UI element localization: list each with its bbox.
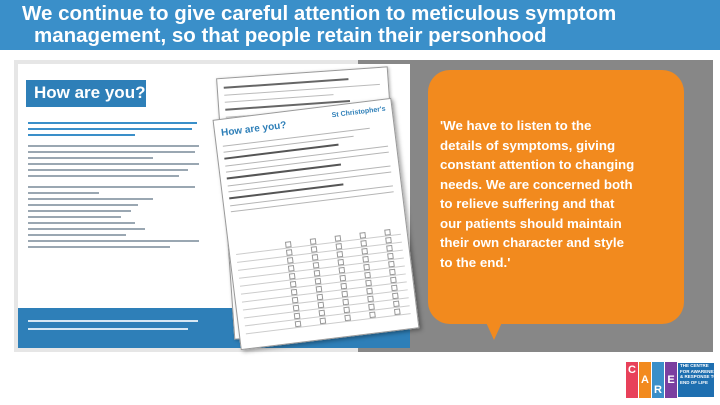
care-logo-block-c: C xyxy=(626,362,638,398)
care-logo-block-a: A xyxy=(639,362,651,398)
leaflet-banner xyxy=(26,80,146,107)
leaflet-banner-text: How are you? xyxy=(34,83,146,102)
quote-line: details of symptoms, giving xyxy=(440,137,616,153)
quote-line: to relieve suffering and that xyxy=(440,196,615,211)
quote-line: our patients should maintain xyxy=(440,215,622,231)
questionnaire-title: How are you? xyxy=(220,119,288,139)
care-logo-block-e: E xyxy=(665,362,677,398)
slide-title-line-1: We continue to give careful attention to meticulous symptom xyxy=(22,2,617,25)
leaflet-body-text xyxy=(28,122,206,252)
quote-line: their own character and style xyxy=(440,235,625,250)
quote-line: 'We have to listen to the xyxy=(440,118,592,133)
quote-line: constant attention to changing xyxy=(440,157,635,172)
questionnaire-front-page xyxy=(213,98,420,350)
questionnaire-logo: St Christopher's xyxy=(331,105,386,120)
quote-callout-tail xyxy=(484,318,504,340)
care-logo-tagline: THE CENTRE FOR AWARENESS & RESPONSE TO END OF LIFE xyxy=(678,363,714,397)
slide-title-line-2: management, so that people retain their personhood xyxy=(34,24,547,47)
quote-line: needs. We are concerned both xyxy=(440,176,633,192)
care-logo xyxy=(626,362,720,398)
care-logo-block-r: R xyxy=(652,362,664,398)
quote-line: to the end.' xyxy=(440,254,511,270)
symptom-grid xyxy=(235,227,410,335)
quote-text xyxy=(440,116,676,272)
slide-title xyxy=(22,3,712,47)
